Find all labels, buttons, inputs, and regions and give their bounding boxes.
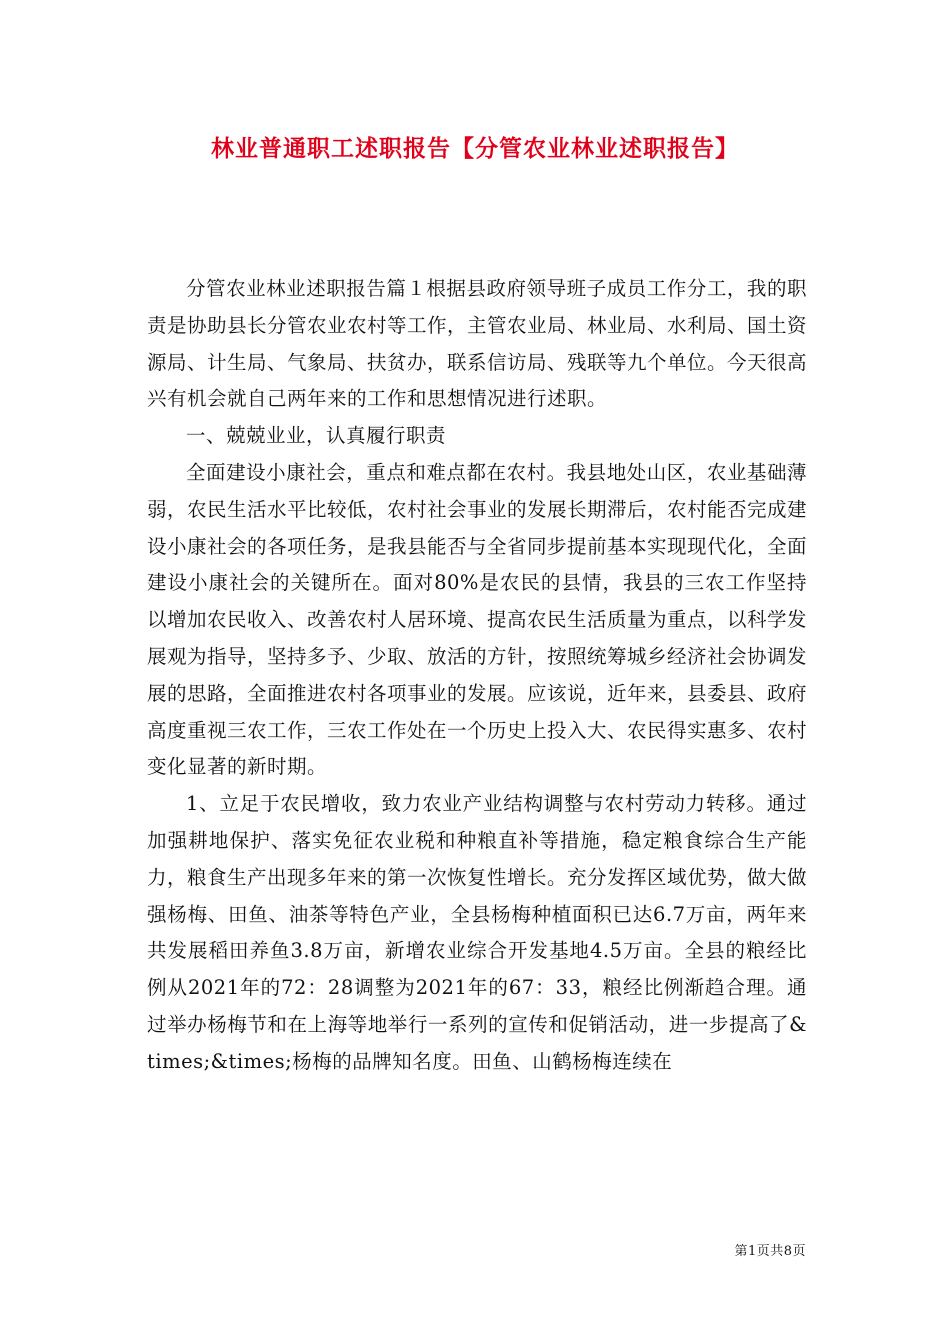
section-heading: 一、兢兢业业，认真履行职责 [186, 424, 447, 448]
page-number-footer: 第1页共8页 [734, 1244, 806, 1259]
paragraph: 全面建设小康社会，重点和难点都在农村。我县地处山区，农业基础薄弱，农民生活水平比较低，农村社会事业的发展长期滞后，农村能否完成建设小康社会的各项任务，是我县能否与全省同步提前基本实现现代化，全面建设小康社会的关键所在。面对80%是农民的县情，我县的三农工作坚持以增加农民收入、改善农村人居环境、提高农民生活质量为重点，以科学发展观为指导，坚持多予、少取、放活的方针，按照统筹城乡经济社会协调发展的思路，全面推进农村各项事业的发展。应该说，近年来，县委县、政府高度重视三农工作，三农工作处在一个历史上投入大、农民得实惠多、农村变化显著的新时期。 [147, 460, 808, 779]
paragraph: 1、立足于农民增收，致力农业产业结构调整与农村劳动力转移。通过加强耕地保护、落实免征农业税和种粮直补等措施，稳定粮食综合生产能力，粮食生产出现多年来的第一次恢复性增长。充分发挥区域优势，做大做强杨梅、田鱼、油茶等特色产业，全县杨梅种植面积已达6.7万亩，两年来共发展稻田养鱼3.8万亩，新增农业综合开发基地4.5万亩。全县的粮经比例从2021年的72：28调整为2021年的67：33，粮经比例渐趋合理。通过举办杨梅节和在上海等地举行一系列的宣传和促销活动，进一步提高了&times;&times;杨梅的品牌知名度。田鱼、山鹤杨梅连续在 [147, 792, 808, 1073]
document-title: 林业普通职工述职报告【分管农业林业述职报告】 [211, 135, 739, 162]
paragraph: 分管农业林业述职报告篇１根据县政府领导班子成员工作分工，我的职责是协助县长分管农业农村等工作，主管农业局、林业局、水利局、国土资源局、计生局、气象局、扶贫办，联系信访局、残联等九个单位。今天很高兴有机会就自己两年来的工作和思想情况进行述职。 [147, 277, 808, 411]
document-body [147, 271, 807, 1081]
